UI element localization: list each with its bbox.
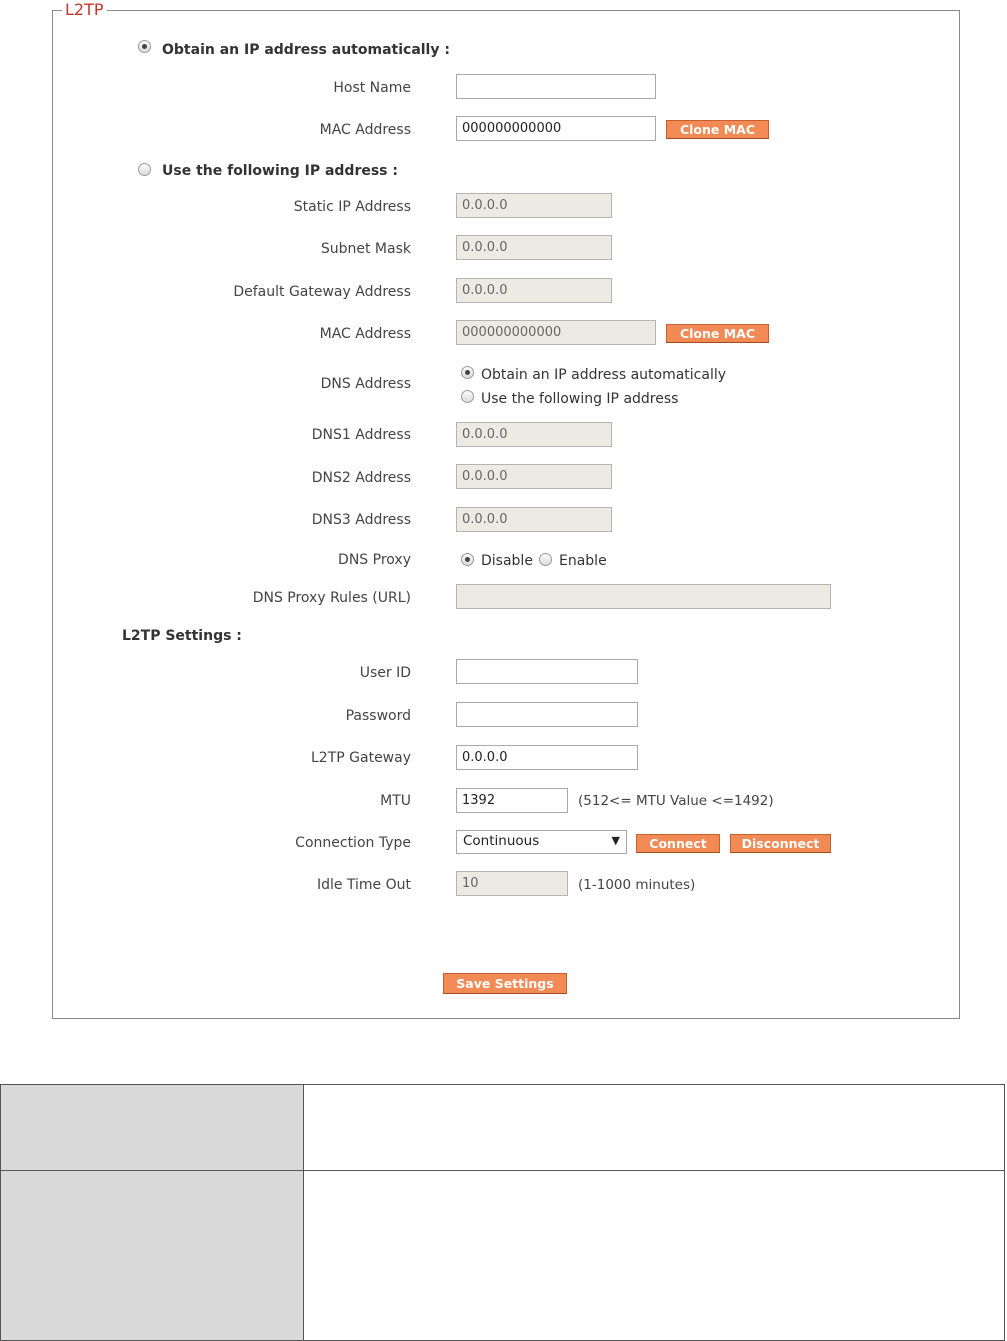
dns1-label: DNS1 Address <box>311 427 411 443</box>
auto-ip-label: Obtain an IP address automatically : <box>162 42 450 58</box>
mtu-hint: (512<= MTU Value <=1492) <box>578 793 774 809</box>
user-id-label: User ID <box>359 665 411 681</box>
table-row <box>1 1085 1005 1171</box>
static-ip-label: Static IP Address <box>293 199 411 215</box>
dns-proxy-disable-label: Disable <box>481 553 533 569</box>
mtu-input[interactable] <box>456 788 568 813</box>
host-name-label: Host Name <box>333 80 411 96</box>
description-table <box>0 1084 1005 1341</box>
dropdown-arrow-icon: ▼ <box>611 834 620 847</box>
user-id-input[interactable] <box>456 659 638 684</box>
dns-manual-radio[interactable] <box>461 390 474 403</box>
table-row <box>1 1171 1005 1341</box>
dns-proxy-enable-radio[interactable] <box>539 553 552 566</box>
dns-auto-label: Obtain an IP address automatically <box>481 367 727 383</box>
static-clone-mac-button[interactable]: Clone MAC <box>666 324 769 343</box>
disconnect-button[interactable]: Disconnect <box>730 834 831 853</box>
idle-timeout-hint: (1-1000 minutes) <box>578 877 696 893</box>
host-name-input[interactable] <box>456 74 656 99</box>
static-mac-address-label: MAC Address <box>319 326 411 342</box>
table-cell-description <box>304 1171 1005 1341</box>
dns-proxy-rules-label: DNS Proxy Rules (URL) <box>252 590 411 606</box>
static-ip-option-label: Use the following IP address : <box>162 163 398 179</box>
table-cell-description <box>304 1085 1005 1171</box>
dns-proxy-label: DNS Proxy <box>338 552 411 568</box>
dns-proxy-disable-radio[interactable] <box>461 553 474 566</box>
static-ip-input[interactable] <box>456 193 612 218</box>
default-gateway-label: Default Gateway Address <box>233 284 411 300</box>
dns3-label: DNS3 Address <box>311 512 411 528</box>
dns-auto-radio[interactable] <box>461 366 474 379</box>
fieldset-legend: L2TP <box>62 0 107 20</box>
connection-type-select[interactable] <box>456 830 627 854</box>
mtu-label: MTU <box>380 793 411 809</box>
connect-button[interactable]: Connect <box>636 834 720 853</box>
connection-type-label: Connection Type <box>295 835 411 851</box>
static-ip-radio[interactable] <box>138 163 151 176</box>
l2tp-gateway-label: L2TP Gateway <box>311 750 411 766</box>
dns-address-label: DNS Address <box>320 376 411 392</box>
idle-timeout-label: Idle Time Out <box>316 877 411 893</box>
table-cell-term <box>1 1171 304 1341</box>
connection-type-value: Continuous <box>463 833 540 849</box>
dns-proxy-enable-label: Enable <box>559 553 607 569</box>
idle-timeout-input[interactable] <box>456 871 568 896</box>
table-cell-term <box>1 1085 304 1171</box>
l2tp-settings-title: L2TP Settings : <box>122 628 242 644</box>
password-label: Password <box>345 708 411 724</box>
password-input[interactable] <box>456 702 638 727</box>
mac-address-label: MAC Address <box>319 122 411 138</box>
subnet-mask-label: Subnet Mask <box>320 241 411 257</box>
mac-address-input[interactable] <box>456 116 656 141</box>
subnet-mask-input[interactable] <box>456 235 612 260</box>
default-gateway-input[interactable] <box>456 278 612 303</box>
dns3-input[interactable] <box>456 507 612 532</box>
dns-manual-label: Use the following IP address <box>481 391 679 407</box>
save-settings-button[interactable]: Save Settings <box>443 973 567 994</box>
dns2-label: DNS2 Address <box>311 470 411 486</box>
clone-mac-button[interactable]: Clone MAC <box>666 120 769 139</box>
dns-proxy-rules-input[interactable] <box>456 584 831 609</box>
dns1-input[interactable] <box>456 422 612 447</box>
dns2-input[interactable] <box>456 464 612 489</box>
l2tp-gateway-input[interactable] <box>456 745 638 770</box>
auto-ip-radio[interactable] <box>138 40 151 53</box>
static-mac-address-input[interactable] <box>456 320 656 345</box>
